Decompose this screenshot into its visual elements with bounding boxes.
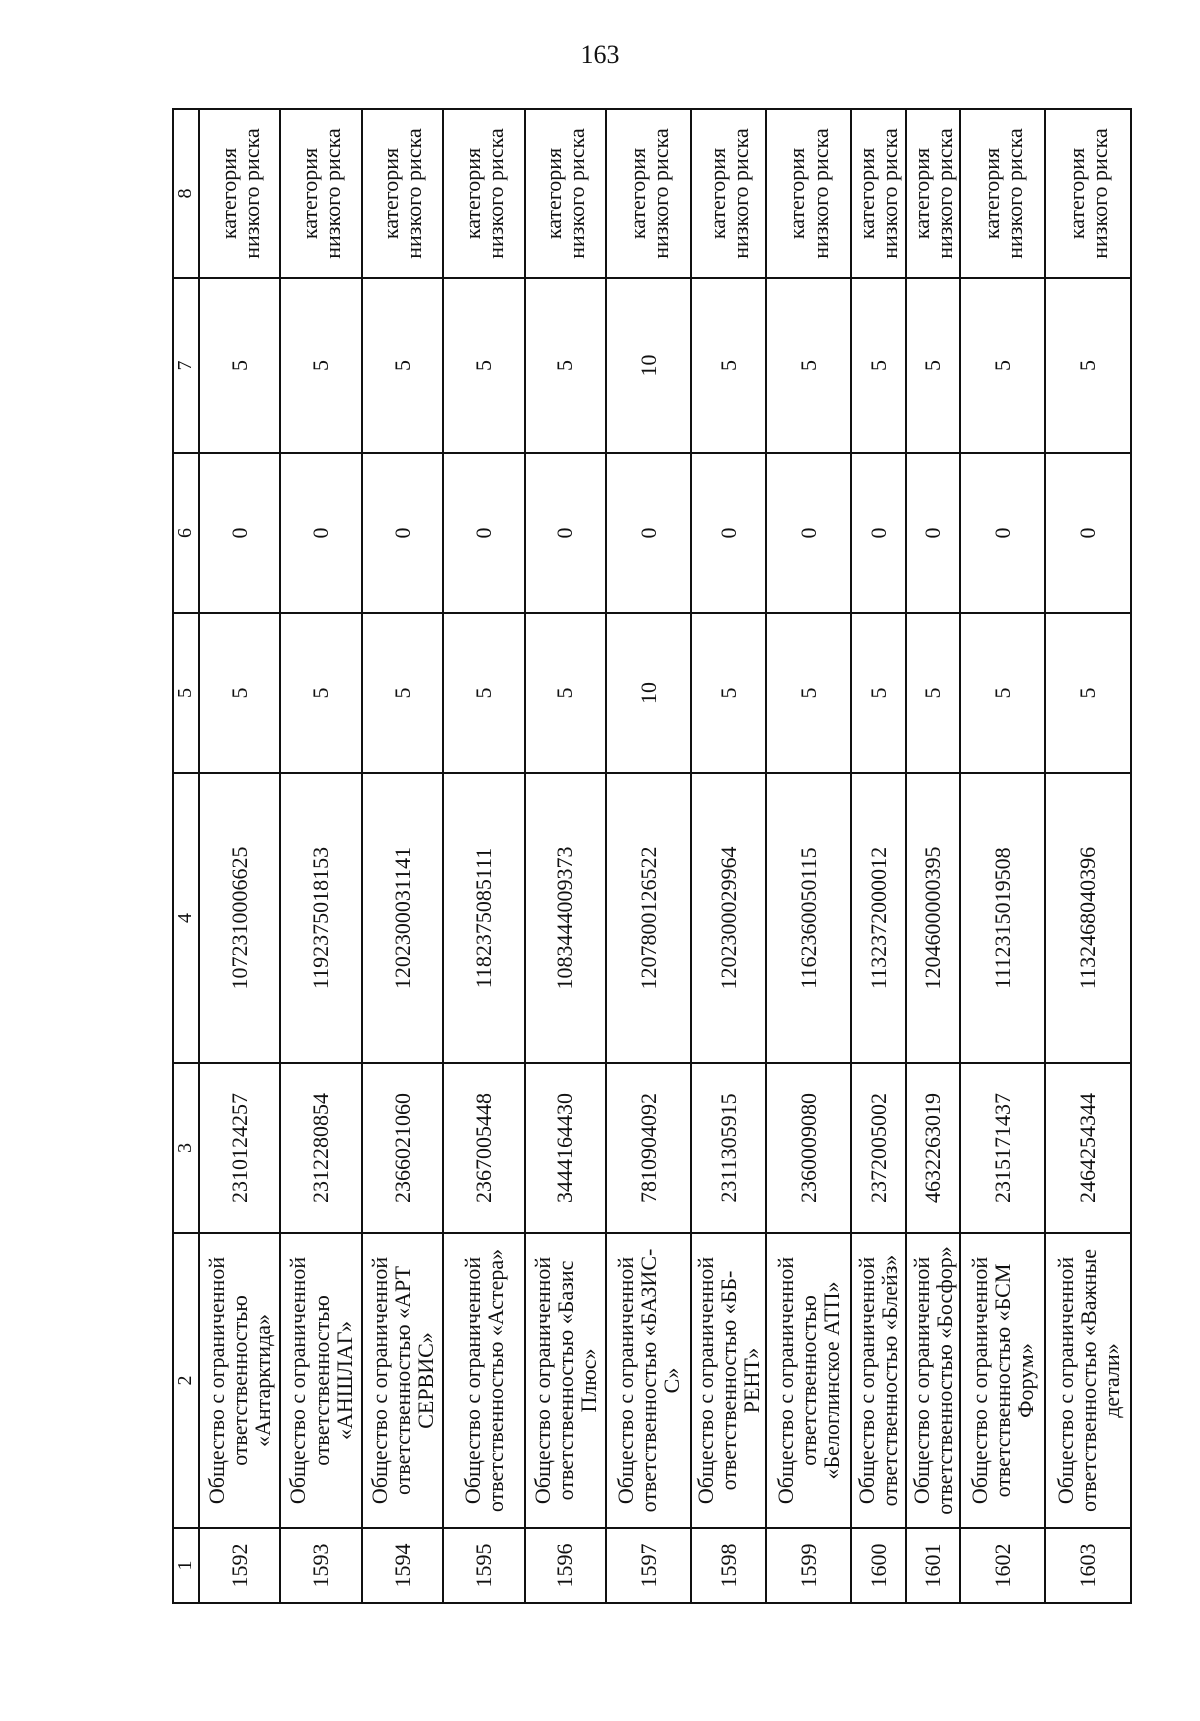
table-row xyxy=(1045,109,1131,1603)
rotated-table-container xyxy=(172,110,1132,1604)
risk-category: категория низкого риска xyxy=(906,109,960,278)
inn-cell: 2310124257 xyxy=(199,1063,280,1233)
col7-cell: 10 xyxy=(606,278,692,453)
inn-cell: 2311305915 xyxy=(691,1063,765,1233)
table-row xyxy=(606,109,692,1603)
org-name: Общество с ограниченной ответственностью «Блейз» xyxy=(851,1233,905,1528)
risk-category: категория низкого риска xyxy=(606,109,692,278)
col5-cell: 5 xyxy=(525,613,606,773)
org-name: Общество с ограниченной ответственностью «Важные детали» xyxy=(1045,1233,1131,1528)
table-row xyxy=(691,109,765,1603)
org-name: Общество с ограниченной ответственностью «АНШЛАГ» xyxy=(280,1233,361,1528)
col6-cell: 0 xyxy=(851,453,905,613)
col5-cell: 10 xyxy=(606,613,692,773)
col6-cell: 0 xyxy=(606,453,692,613)
org-name: Общество с ограниченной ответственностью «Босфор» xyxy=(906,1233,960,1528)
col5-cell: 5 xyxy=(443,613,524,773)
column-header: 3 xyxy=(173,1063,199,1233)
inn-cell: 2372005002 xyxy=(851,1063,905,1233)
inn-cell: 4632263019 xyxy=(906,1063,960,1233)
ogrn-cell: 1132468040396 xyxy=(1045,773,1131,1063)
inn-cell: 7810904092 xyxy=(606,1063,692,1233)
row-number: 1597 xyxy=(606,1528,692,1603)
col6-cell: 0 xyxy=(906,453,960,613)
col6-cell: 0 xyxy=(280,453,361,613)
page-number: 163 xyxy=(580,40,620,69)
risk-category: категория низкого риска xyxy=(1045,109,1131,278)
org-name: Общество с ограниченной ответственностью «Белоглинское АТП» xyxy=(766,1233,852,1528)
ogrn-cell: 1192375018153 xyxy=(280,773,361,1063)
inn-cell: 2312280854 xyxy=(280,1063,361,1233)
table-row xyxy=(960,109,1046,1603)
col7-cell: 5 xyxy=(906,278,960,453)
col6-cell: 0 xyxy=(443,453,524,613)
table-row xyxy=(906,109,960,1603)
table-row xyxy=(199,109,280,1603)
col7-cell: 5 xyxy=(851,278,905,453)
column-header: 6 xyxy=(173,453,199,613)
risk-category: категория низкого риска xyxy=(766,109,852,278)
table-row xyxy=(443,109,524,1603)
col7-cell: 5 xyxy=(1045,278,1131,453)
column-header: 1 xyxy=(173,1528,199,1603)
org-name: Общество с ограниченной ответственностью «Астера» xyxy=(443,1233,524,1528)
ogrn-cell: 1132372000012 xyxy=(851,773,905,1063)
inn-cell: 2360009080 xyxy=(766,1063,852,1233)
inn-cell: 2367005448 xyxy=(443,1063,524,1233)
col7-cell: 5 xyxy=(280,278,361,453)
col6-cell: 0 xyxy=(199,453,280,613)
row-number: 1595 xyxy=(443,1528,524,1603)
inn-cell: 3444164430 xyxy=(525,1063,606,1233)
org-name: Общество с ограниченной ответственностью «БСМ Форум» xyxy=(960,1233,1046,1528)
col6-cell: 0 xyxy=(766,453,852,613)
risk-category: категория низкого риска xyxy=(199,109,280,278)
org-name: Общество с ограниченной ответственностью «Антарктида» xyxy=(199,1233,280,1528)
col7-cell: 5 xyxy=(443,278,524,453)
row-number: 1603 xyxy=(1045,1528,1131,1603)
header-row xyxy=(173,109,199,1603)
org-name: Общество с ограниченной ответственностью «ББ-РЕНТ» xyxy=(691,1233,765,1528)
ogrn-cell: 1162360050115 xyxy=(766,773,852,1063)
row-number: 1593 xyxy=(280,1528,361,1603)
col5-cell: 5 xyxy=(280,613,361,773)
table-row xyxy=(525,109,606,1603)
column-header: 4 xyxy=(173,773,199,1063)
row-number: 1594 xyxy=(362,1528,443,1603)
table-row xyxy=(280,109,361,1603)
col5-cell: 5 xyxy=(691,613,765,773)
col7-cell: 5 xyxy=(199,278,280,453)
column-header: 7 xyxy=(173,278,199,453)
col5-cell: 5 xyxy=(906,613,960,773)
risk-category: категория низкого риска xyxy=(525,109,606,278)
col6-cell: 0 xyxy=(960,453,1046,613)
col7-cell: 5 xyxy=(362,278,443,453)
col5-cell: 5 xyxy=(199,613,280,773)
inn-cell: 2464254344 xyxy=(1045,1063,1131,1233)
col5-cell: 5 xyxy=(960,613,1046,773)
col5-cell: 5 xyxy=(766,613,852,773)
row-number: 1602 xyxy=(960,1528,1046,1603)
col6-cell: 0 xyxy=(525,453,606,613)
ogrn-cell: 1202300029964 xyxy=(691,773,765,1063)
row-number: 1596 xyxy=(525,1528,606,1603)
ogrn-cell: 1202300031141 xyxy=(362,773,443,1063)
row-number: 1592 xyxy=(199,1528,280,1603)
row-number: 1601 xyxy=(906,1528,960,1603)
column-header: 8 xyxy=(173,109,199,278)
col7-cell: 5 xyxy=(691,278,765,453)
ogrn-cell: 1207800126522 xyxy=(606,773,692,1063)
risk-category: категория низкого риска xyxy=(691,109,765,278)
ogrn-cell: 1112315019508 xyxy=(960,773,1046,1063)
col7-cell: 5 xyxy=(960,278,1046,453)
col6-cell: 0 xyxy=(1045,453,1131,613)
ogrn-cell: 1182375085111 xyxy=(443,773,524,1063)
table-row xyxy=(766,109,852,1603)
table-row xyxy=(362,109,443,1603)
ogrn-cell: 1204600000395 xyxy=(906,773,960,1063)
col5-cell: 5 xyxy=(851,613,905,773)
col6-cell: 0 xyxy=(362,453,443,613)
col7-cell: 5 xyxy=(525,278,606,453)
risk-category: категория низкого риска xyxy=(362,109,443,278)
col6-cell: 0 xyxy=(691,453,765,613)
risk-category: категория низкого риска xyxy=(443,109,524,278)
org-name: Общество с ограниченной ответственностью «АРТ СЕРВИС» xyxy=(362,1233,443,1528)
ogrn-cell: 1083444009373 xyxy=(525,773,606,1063)
org-name: Общество с ограниченной ответственностью «Базис Плюс» xyxy=(525,1233,606,1528)
row-number: 1598 xyxy=(691,1528,765,1603)
org-name: Общество с ограниченной ответственностью «БАЗИС-С» xyxy=(606,1233,692,1528)
row-number: 1599 xyxy=(766,1528,852,1603)
col5-cell: 5 xyxy=(362,613,443,773)
column-header: 5 xyxy=(173,613,199,773)
col7-cell: 5 xyxy=(766,278,852,453)
row-number: 1600 xyxy=(851,1528,905,1603)
registry-table xyxy=(172,108,1132,1604)
table-row xyxy=(851,109,905,1603)
risk-category: категория низкого риска xyxy=(280,109,361,278)
ogrn-cell: 1072310006625 xyxy=(199,773,280,1063)
column-header: 2 xyxy=(173,1233,199,1528)
inn-cell: 2366021060 xyxy=(362,1063,443,1233)
col5-cell: 5 xyxy=(1045,613,1131,773)
risk-category: категория низкого риска xyxy=(960,109,1046,278)
risk-category: категория низкого риска xyxy=(851,109,905,278)
inn-cell: 2315171437 xyxy=(960,1063,1046,1233)
